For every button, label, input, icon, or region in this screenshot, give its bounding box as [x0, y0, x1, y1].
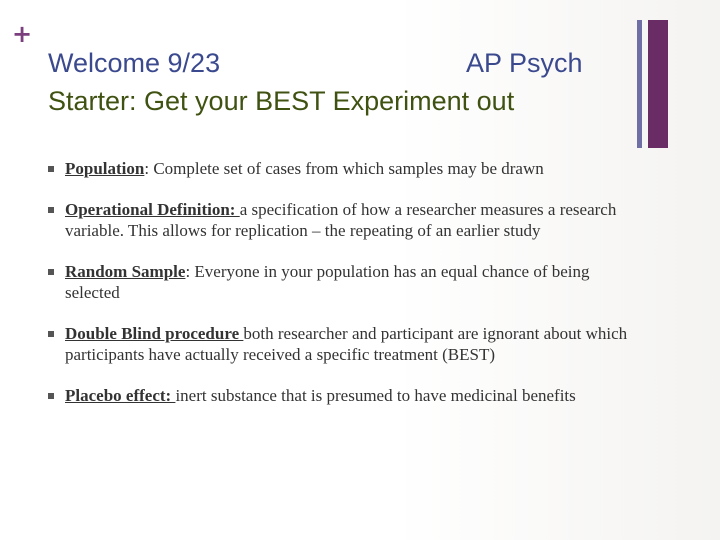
- title-course: AP Psych: [466, 48, 583, 78]
- bullet-text: a specification of how a researcher measures a research variable. This allows for replication – the repeating of an earlier study: [65, 200, 617, 240]
- bullet-square-icon: [48, 269, 54, 275]
- bullet-term: Placebo effect:: [65, 386, 176, 405]
- bullet-square-icon: [48, 207, 54, 213]
- bullet-text: : Everyone in your population has an equal chance of being selected: [65, 262, 590, 302]
- bullet-text: both researcher and participant are ignorant about which participants have actually received a specific treatment (BEST): [65, 324, 628, 364]
- bullet-term: Operational Definition:: [65, 200, 240, 219]
- bullet-term: Random Sample: [65, 262, 186, 281]
- bullet-item: [48, 261, 638, 303]
- bullet-square-icon: [48, 166, 54, 172]
- bullet-item: [48, 158, 638, 179]
- title-welcome: Welcome 9/23: [48, 48, 221, 78]
- bullet-term: Population: [65, 159, 145, 178]
- title-line-1: [48, 46, 628, 80]
- bullet-item: [48, 385, 638, 406]
- slide-title: [48, 46, 628, 120]
- plus-icon: +: [12, 20, 33, 48]
- accent-bar-thin: [637, 20, 642, 148]
- bullet-text: : Complete set of cases from which samples may be drawn: [144, 159, 544, 178]
- title-starter: Starter: Get your BEST Experiment out: [48, 86, 515, 116]
- bullet-text: inert substance that is presumed to have medicinal benefits: [175, 386, 576, 405]
- bullet-square-icon: [48, 393, 54, 399]
- bullet-list: [48, 158, 638, 426]
- bullet-term: Double Blind procedure: [65, 324, 244, 343]
- accent-bar-thick: [648, 20, 668, 148]
- bullet-square-icon: [48, 331, 54, 337]
- bullet-item: [48, 199, 638, 241]
- bullet-item: [48, 323, 638, 365]
